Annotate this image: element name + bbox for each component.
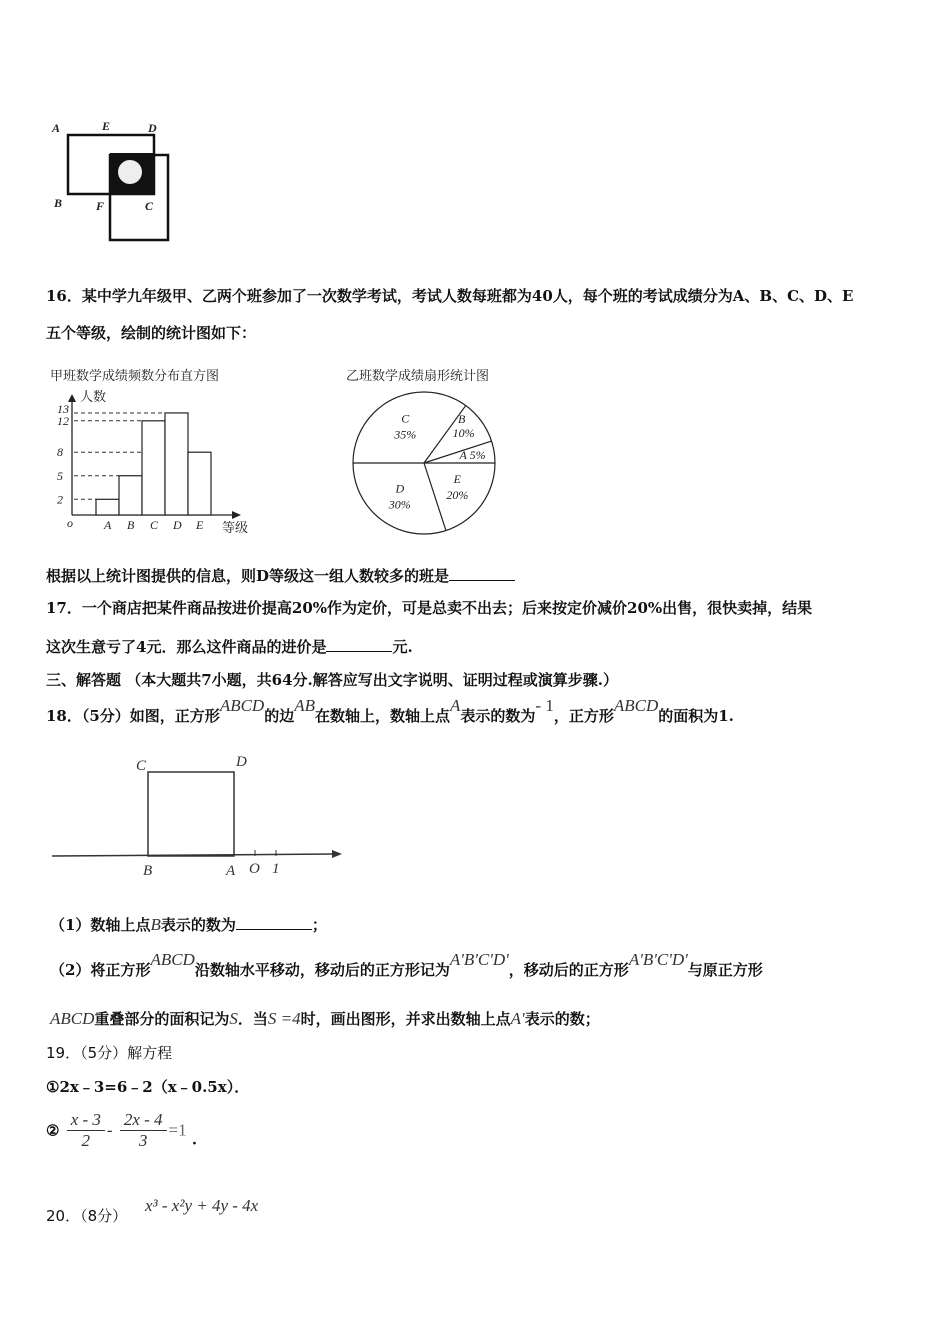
q16-question-text: 根据以上统计图提供的信息，则D等级这一组人数较多的班是: [46, 567, 450, 585]
point-c-label: C: [136, 758, 147, 774]
slice-label-A: A 5%: [459, 448, 486, 462]
math: ABCD: [219, 696, 265, 715]
square-abcd: [148, 772, 234, 856]
overlap-squares-figure: [51, 119, 168, 240]
x-tick-label: A: [104, 518, 112, 532]
fraction-2: [120, 1110, 167, 1151]
rhs: =1: [168, 1120, 187, 1140]
text: 在数轴上，数轴上点: [315, 707, 451, 725]
math: AB: [294, 696, 315, 715]
bar-E: [188, 452, 211, 515]
bar-C: [142, 421, 165, 515]
point-a-label: A: [226, 863, 236, 879]
pie-chart: [346, 368, 495, 534]
origin-label: o: [67, 516, 73, 530]
slice-label-B: B: [457, 412, 466, 427]
x-tick-label: C: [150, 518, 159, 532]
point-1-label: 1: [272, 861, 280, 877]
answer-blank[interactable]: [449, 564, 515, 581]
q18-part2-cont: [50, 1009, 600, 1029]
math: S: [229, 1009, 238, 1028]
math: ABCD: [50, 1009, 95, 1028]
number-line-arrow: [332, 850, 342, 858]
slice-label-C: C: [401, 411, 410, 426]
q20-expression: x³ - x²y + 4y - 4x: [145, 1196, 259, 1215]
fig-label-a: A: [52, 121, 61, 135]
bar-A: [96, 499, 119, 515]
math: A'B'C'D': [628, 950, 688, 969]
answer-blank[interactable]: [326, 635, 392, 652]
slice-label-E: E: [453, 472, 461, 487]
fraction-1: [67, 1110, 105, 1151]
math: S =4: [267, 1009, 301, 1028]
histogram-title: 甲班数学成绩频数分布直方图: [50, 369, 220, 384]
text: 表示的数；: [524, 1010, 600, 1028]
slice-percent-E: 20%: [446, 488, 469, 503]
x-axis-arrow: [232, 511, 241, 519]
text: 的边: [264, 707, 295, 725]
slice-label-D: D: [395, 481, 405, 496]
slice-percent-B: 10%: [452, 426, 475, 441]
q18-stem: [46, 696, 734, 726]
number-line-figure: [52, 772, 342, 858]
fig-label-f: F: [96, 199, 105, 213]
q19-equation-2: [46, 1110, 197, 1151]
fig-label-d: D: [148, 121, 157, 135]
math: ABCD: [613, 696, 659, 715]
text: ，移动后的正方形: [508, 961, 629, 979]
text: （2）将正方形: [50, 961, 151, 979]
y-tick-label: 8: [57, 445, 63, 460]
slice-percent-D: 30%: [388, 497, 411, 512]
x-tick-label: D: [173, 518, 182, 532]
point-b-label: B: [143, 863, 153, 879]
pie-title: 乙班数学成绩扇形统计图: [346, 369, 490, 384]
q18-part2: [50, 950, 763, 980]
y-axis-arrow: [68, 394, 76, 402]
x-tick-label: E: [196, 518, 204, 532]
math: A': [510, 1009, 525, 1028]
section-3-heading: 三、解答题 （本大题共7小题，共64分.解答应写出文字说明、证明过程或演算步骤.）: [46, 671, 618, 689]
x-axis-label: 等级: [222, 521, 249, 536]
numerator: x - 3: [67, 1110, 105, 1131]
fig-label-b: B: [54, 196, 63, 210]
y-tick-label: 2: [57, 492, 63, 507]
math: - 1: [535, 696, 554, 715]
q16-question: [46, 564, 515, 586]
numerator: 2x - 4: [120, 1110, 167, 1131]
slice-percent-C: 35%: [394, 427, 417, 442]
text: ；: [311, 916, 327, 934]
x-tick-label: B: [127, 518, 135, 532]
point-o-label: O: [249, 861, 260, 877]
q16-line1: 16．某中学九年级甲、乙两个班参加了一次数学考试，考试人数每班都为40人，每个班的考试成绩分为A、B、C、D、E: [46, 287, 854, 305]
text: 时，画出图形，并求出数轴上点: [300, 1010, 511, 1028]
q16-line2: 五个等级，绘制的统计图如下：: [46, 324, 257, 342]
q19-title: 19．（5分）解方程: [46, 1044, 173, 1062]
q19-equation-1: ①2x﹣3=6﹣2（x﹣0.5x）．: [46, 1078, 250, 1096]
answer-blank[interactable]: [236, 913, 312, 930]
period: .: [191, 1130, 198, 1149]
bar-D: [165, 413, 188, 515]
math: ABCD: [150, 950, 195, 969]
bar-B: [119, 476, 142, 515]
text: 表示的数为: [460, 707, 536, 725]
math: B: [150, 915, 161, 934]
text: 表示的数为: [160, 916, 236, 934]
y-tick-label: 12: [57, 413, 69, 428]
q17-line2: [46, 635, 413, 657]
q20-title: 20．（8分）: [46, 1207, 128, 1225]
text: 重叠部分的面积记为: [94, 1010, 230, 1028]
q17-text: 这次生意亏了4元．那么这件商品的进价是: [46, 638, 327, 656]
y-axis-label: 人数: [80, 390, 107, 405]
text: （1）数轴上点: [50, 916, 151, 934]
y-tick-label: 5: [57, 468, 63, 483]
text: ，正方形: [553, 707, 614, 725]
circled-2: ②: [46, 1121, 60, 1140]
text: 与原正方形: [687, 961, 763, 979]
q17-line1: 17．一个商店把某件商品按进价提高20%作为定价，可是总卖不出去；后来按定价减价20%出售，很快卖掉，结果: [46, 599, 813, 617]
text: 18．（5分）如图，正方形: [46, 707, 220, 725]
minus: -: [106, 1120, 113, 1140]
denominator: 3: [138, 1131, 148, 1150]
point-d-label: D: [236, 754, 247, 770]
denominator: 2: [81, 1131, 91, 1150]
fig-label-e: E: [102, 119, 111, 133]
fig-label-c: C: [145, 199, 154, 213]
text: ．当: [237, 1010, 268, 1028]
histogram-chart: [50, 368, 248, 536]
text: 的面积为1.: [658, 707, 734, 725]
q17-unit: 元.: [392, 638, 413, 656]
math: A'B'C'D': [449, 950, 509, 969]
q18-part1: [50, 913, 327, 935]
y-tick-label: 13: [57, 401, 69, 416]
text: 沿数轴水平移动，移动后的正方形记为: [194, 961, 450, 979]
math: A: [450, 696, 461, 715]
